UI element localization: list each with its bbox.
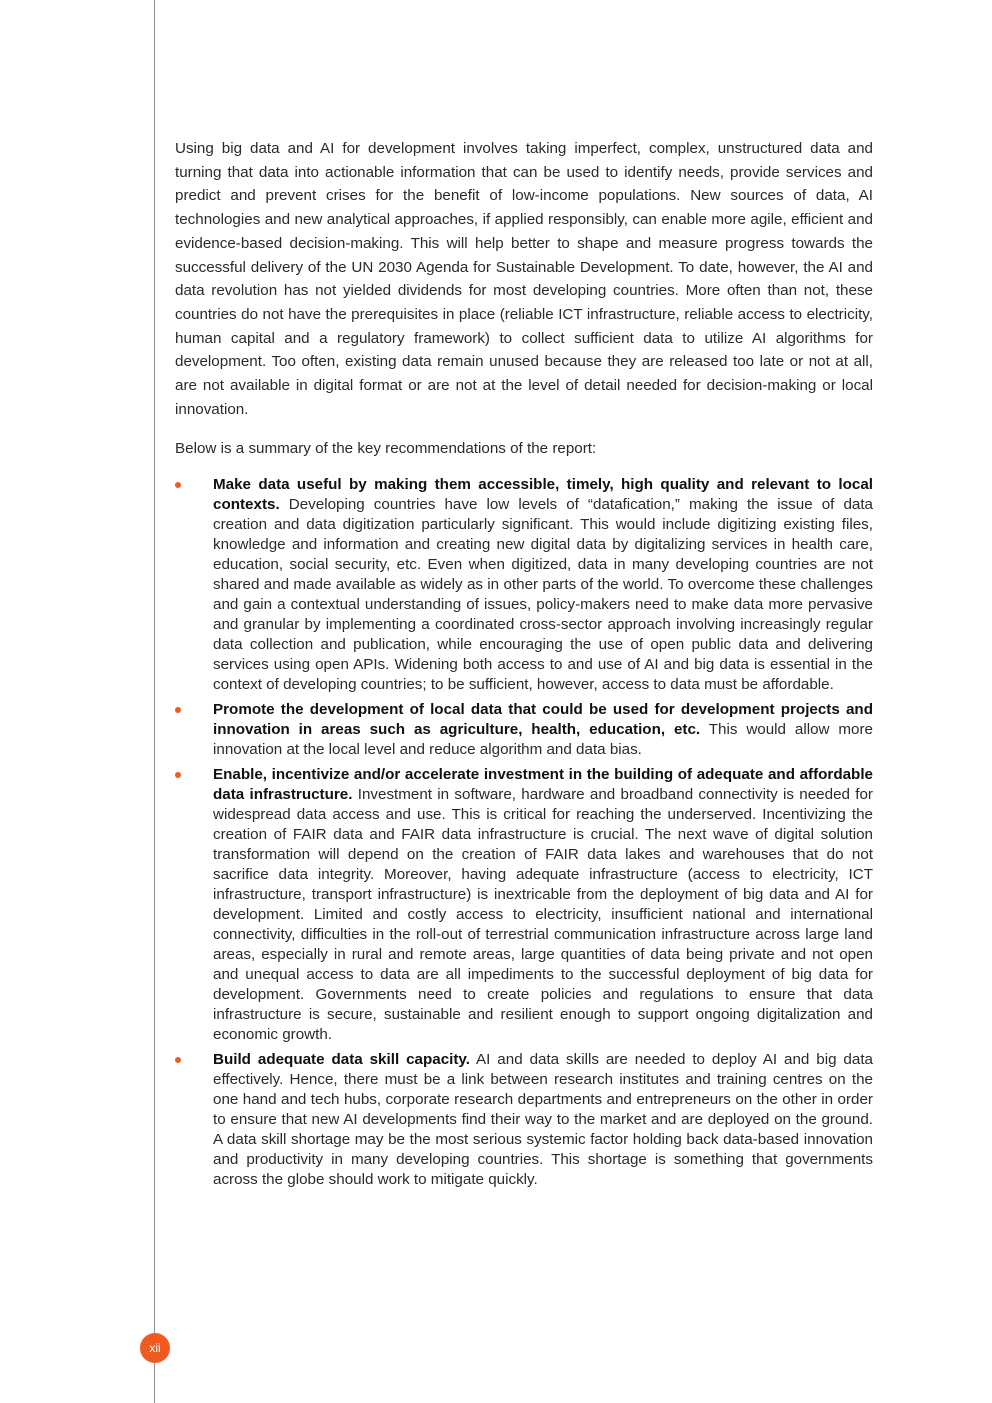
list-item: [175, 765, 873, 1045]
recommendation-body: This would allow more innovation at the local level and reduce algorithm and data bias.: [213, 721, 873, 759]
recommendation-title: Promote the development of local data that could be used for development projects and innovation in areas such as agriculture, health, education, etc.: [213, 701, 873, 739]
bullet-icon: [175, 482, 181, 488]
page-number-badge: xii: [140, 1333, 170, 1363]
recommendation-body: Developing countries have low levels of “datafication,” making the issue of data creation and data digitization particularly significant. This would include digitizing existing files, knowledge and information and creating new digital data by digitalizing services in health care, education, social security, etc. Even when digitized, data in many developing countries are not shared and made available as widely as in other parts of the world. To overcome these challenges and gain a contextual understanding of issues, policy-makers need to make data more pervasive and granular by implementing a coordinated cross-sector approach involving increasingly regular data collection and publication, while encouraging the use of open public data and delivering services using open APIs. Widening both access to and use of AI and big data is essential in the context of developing countries; to be sufficient, however, access to data must be affordable.: [213, 496, 873, 694]
bullet-icon: [175, 707, 181, 713]
margin-rule: [154, 0, 155, 1403]
recommendation-title: Make data useful by making them accessible, timely, high quality and relevant to local contexts.: [213, 476, 873, 514]
list-item: [175, 475, 873, 695]
summary-lead: Below is a summary of the key recommendations of the report:: [175, 440, 597, 458]
recommendation-title: Enable, incentivize and/or accelerate investment in the building of adequate and affordable data infrastructure.: [213, 766, 873, 804]
intro-paragraph: Using big data and AI for development involves taking imperfect, complex, unstructured data and turning that data into actionable information that can be used to identify needs, provide services and predict and prevent crises for the benefit of low-income populations. New sources of data, AI technologies and new analytical approaches, if applied responsibly, can enable more agile, efficient and evidence-based decision-making. This will help better to shape and measure progress towards the successful delivery of the UN 2030 Agenda for Sustainable Development. To date, however, the AI and data revolution has not yielded dividends for most developing countries. More often than not, these countries do not have the prerequisites in place (reliable ICT infrastructure, reliable access to electricity, human capital and a regulatory framework) to collect sufficient data to utilize AI algorithms for development. Too often, existing data remain unused because they are released too late or not at all, are not available in digital format or are not at the level of detail needed for decision-making or local innovation.: [175, 140, 873, 418]
recommendation-body: AI and data skills are needed to deploy AI and big data effectively. Hence, there must be a link between research institutes and training centres on the one hand and tech hubs, corporate research departments and entrepreneurs on the other in order to ensure that new AI developments find their way to the market and are deployed on the ground. A data skill shortage may be the most serious systemic factor holding back data-based innovation and productivity in many developing countries. This shortage is something that governments across the globe should work to mitigate quickly.: [213, 1051, 873, 1189]
bullet-icon: [175, 772, 181, 778]
recommendations-list: [175, 475, 873, 1190]
list-item: [175, 1050, 873, 1190]
main-content: [175, 137, 873, 1195]
recommendation-body: Investment in software, hardware and broadband connectivity is needed for widespread data access and use. This is critical for reaching the underserved. Incentivizing the creation of FAIR data and FAIR data infrastructure is crucial. The next wave of digital solution transformation will depend on the creation of FAIR data lakes and warehouses that do not sacrifice data integrity. Moreover, having adequate infrastructure (access to electricity, ICT infrastructure, transport infrastructure) is inextricable from the deployment of big data and AI for development. Limited and costly access to electricity, insufficient national and international connectivity, difficulties in the roll-out of terrestrial communication infrastructure across large land areas, especially in rural and remote areas, large quantities of data being private and not open and unequal access to data are all impediments to the successful deployment of big data for development. Governments need to create policies and regulations to ensure that data infrastructure is secure, sustainable and resilient enough to support ongoing digitalization and economic growth.: [213, 786, 873, 1044]
bullet-icon: [175, 1057, 181, 1063]
recommendation-title: Build adequate data skill capacity.: [213, 1051, 470, 1069]
list-item: [175, 700, 873, 760]
